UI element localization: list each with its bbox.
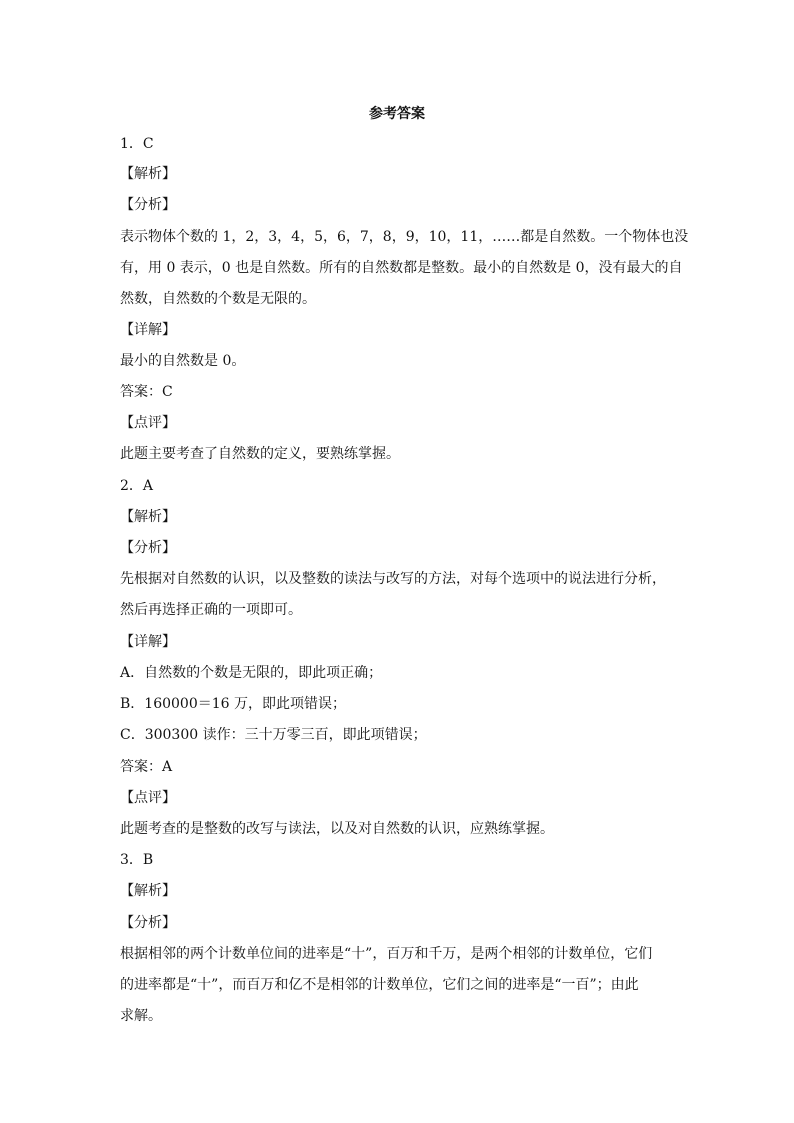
q1-answer: 答案：C: [120, 384, 173, 400]
q2-dianping-heading: 【点评】: [120, 790, 176, 806]
q1-analysis-line-2: 有，用 0 表示，0 也是自然数。所有的自然数都是整数。最小的自然数是 0，没有最大的自: [120, 260, 683, 276]
q3-analysis-line-1: 根据相邻的两个计数单位间的进率是“十”，百万和千万，是两个相邻的计数单位，它们: [120, 946, 653, 962]
q1-dianping-heading: 【点评】: [120, 415, 176, 431]
q1-number: 1．C: [120, 136, 154, 152]
q1-analysis-line-3: 然数，自然数的个数是无限的。: [120, 291, 316, 307]
q1-jiexi-heading: 【解析】: [120, 166, 176, 182]
q2-detail-option-a: A．自然数的个数是无限的，即此项正确；: [120, 665, 383, 681]
q3-number: 3．B: [120, 852, 154, 868]
q1-xiangjie-heading: 【详解】: [120, 322, 176, 338]
q2-fenxi-heading: 【分析】: [120, 540, 176, 556]
q3-analysis-line-3: 求解。: [120, 1008, 162, 1024]
q2-number: 2．A: [120, 478, 154, 494]
q1-comment: 此题主要考查了自然数的定义，要熟练掌握。: [120, 446, 400, 462]
q2-analysis-line-2: 然后再选择正确的一项即可。: [120, 602, 302, 618]
q3-fenxi-heading: 【分析】: [120, 915, 176, 931]
q2-comment: 此题考查的是整数的改写与读法，以及对自然数的认识，应熟练掌握。: [120, 821, 554, 837]
page-title: 参考答案: [369, 106, 425, 122]
q2-detail-option-b: B．160000＝16 万，即此项错误；: [120, 696, 346, 712]
q2-xiangjie-heading: 【详解】: [120, 634, 176, 650]
q3-analysis-line-2: 的进率都是“十”，而百万和亿不是相邻的计数单位，它们之间的进率是“一百”；由此: [120, 977, 639, 993]
q3-jiexi-heading: 【解析】: [120, 883, 176, 899]
q1-analysis-line-1: 表示物体个数的 1，2，3，4，5，6，7，8，9，10，11，……都是自然数。一个物体也没: [120, 229, 689, 245]
q2-jiexi-heading: 【解析】: [120, 509, 176, 525]
q1-fenxi-heading: 【分析】: [120, 197, 176, 213]
q1-detail-line: 最小的自然数是 0。: [120, 353, 246, 369]
q2-answer: 答案：A: [120, 759, 173, 775]
q2-detail-option-c: C．300300 读作：三十万零三百，即此项错误；: [120, 727, 427, 743]
q2-analysis-line-1: 先根据对自然数的认识，以及整数的读法与改写的方法，对每个选项中的说法进行分析，: [120, 571, 666, 587]
